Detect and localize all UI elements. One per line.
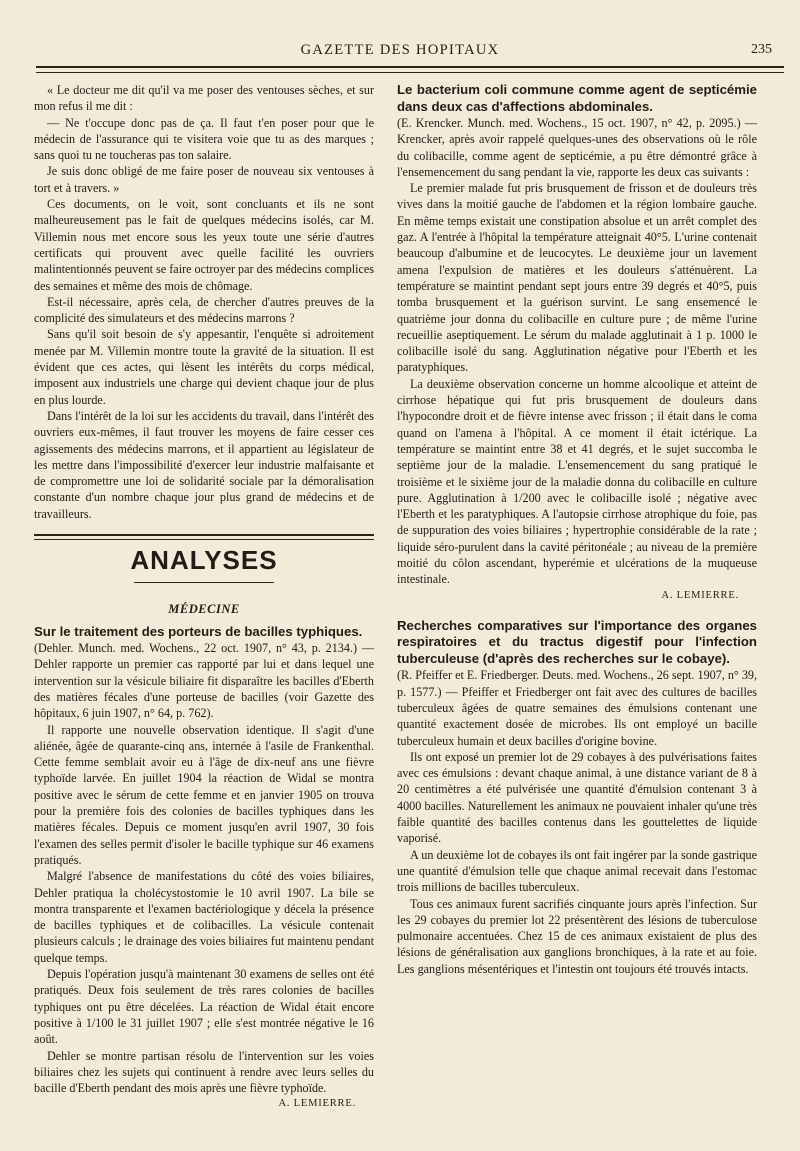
article-title: Sur le traitement des porteurs de bacilles typhiques. <box>34 623 363 639</box>
paragraph: « Le docteur me dit qu'il va me poser des ventouses sèches, et sur mon refus il me dit : <box>34 83 374 114</box>
paragraph: La deuxième observation concerne un homme alcoolique et atteint de cirrhose hépatique qui fut pris brusquement de douleurs dans l'hypocondre droit et de fièvre intense avec frisson ; il était dans le coma quand on l'amena à l'hôpital. A ce moment il était ictérique. La température se maintint entre 38 et 41 degrés, et le sujet succomba le septième jour de la maladie. L'ensemencement du sang pratiqué le troisième et le sixième jour de la maladie donna du colibacille en culture pure. Agglutination à 1/200 avec le colibacille isolé ; négative avec l'Eberth et les paratyphiques. A l'autopsie cirrhose atrophique du foie, pas de suppuration des voies biliaires ; hypertrophie considérable de la rate ; liquide séro-purulent dans la cavité péritonéale ; au niveau de la première moitié du côlon ascendant, hyperémie et ulcérations de la muqueuse intestinale. <box>397 376 757 587</box>
analyses-heading: ANALYSES <box>130 545 278 576</box>
paragraph: A un deuxième lot de cobayes ils ont fait ingérer par la sonde gastrique une quantité d'émulsion telle que chaque animal recevait dans l'estomac trois millions de bacilles tuberculeux. <box>397 847 757 895</box>
article-title: Le bacterium coli commune comme agent de septicémie dans deux cas d'affections abdominales. <box>397 82 757 114</box>
paragraph: Ces documents, on le voit, sont concluants et ils ne sont malheureusement pas le fait de quelques médecins isolés, car M. Villemin nous met encore sous les yeux toute une série d'autres certificats qui prouvent avec quelle facilité les ouvriers malintentionnés peuvent se faire octroyer par des médecins complices des semaines et même des mois de chômage. <box>34 197 374 293</box>
section-divider <box>34 534 374 536</box>
spacer <box>397 604 757 618</box>
article-signature: A. LEMIERRE. <box>278 1098 356 1110</box>
section-divider-thin <box>34 539 374 540</box>
header-rule-thin <box>36 72 784 73</box>
page-number: 235 <box>751 42 772 57</box>
article-title: Recherches comparatives sur l'importance des organes respiratoires et du tractus digestif pour l'infection tuberculeuse (d'après des recherches sur le cobaye). <box>397 617 757 666</box>
article-reference: (Dehler. Munch. med. Wochens., 22 oct. 1907, n° 43, p. 2134.) — Dehler rapporte un premier cas rapporté par lui et dans lequel une intervention sur la vésicule biliaire fit disparaître les bacilles d'Eberth des matières fécales d'une porteuse de bacilles (voir Gazette des hôpitaux, 6 juin 1907, n° 64, p. 762). <box>34 641 374 721</box>
paragraph: Malgré l'absence de manifestations du côté des voies biliaires, Dehler pratiqua la cholécystostomie le 10 avril 1907. La bile se montra transparente et l'examen bactériologique y décela la présence de bacilles typhiques et de colibacilles. La vésicule contenait plusieurs calculs ; le drainage des voies biliaires fut maintenu pendant quelque temps. <box>34 869 374 965</box>
article-reference: (E. Krencker. Munch. med. Wochens., 15 oct. 1907, n° 42, p. 2095.) — Krencker, après avoir rappelé quelques-unes des observations où le rôle du colibacille, comme agent de septicémie, a pu être démontré grâce à l'ensemencement du sang pendant la vie, rapporte les deux cas suivants : <box>397 116 757 179</box>
article-reference: (R. Pfeiffer et E. Friedberger. Deuts. med. Wochens., 26 sept. 1907, n° 39, p. 1577.) — Pfeiffer et Friedberger ont fait avec des cultures de bacilles tuberculeux âgées de quatre semaines des émulsions contenant une quantité exactement dosée de microbes. Ils ont employé un bacille tuberculeux humain et deux bacilles d'origine bovine. <box>397 668 757 748</box>
paragraph: Je suis donc obligé de me faire poser de nouveau six ventouses à tort et à travers. » <box>34 164 374 195</box>
journal-title: GAZETTE DES HOPITAUX <box>300 42 500 58</box>
paragraph: — Ne t'occupe donc pas de ça. Il faut t'en poser pour que le médecin de l'assurance qui te visitera voie que tu as des marques ; sans quoi tu ne toucheras pas ton salaire. <box>34 115 374 163</box>
paragraph: Tous ces animaux furent sacrifiés cinquante jours après l'infection. Sur les 29 cobayes du premier lot 22 présentèrent des lésions de tuberculose pulmonaire accentuées. Chez 15 de ces animaux existaient de plus des lésions de généralisation aux ganglions bronchiques, à la rate et au foie. Les ganglions mésentériques et l'intestin ont toujours été trouvés intacts. <box>397 896 757 976</box>
heading-rule <box>134 582 274 583</box>
paragraph: Il rapporte une nouvelle observation identique. Il s'agit d'une aliénée, âgée de quarante-cinq ans, internée à l'asile de Frankenthal. Cette femme semblait avoir eu à l'âge de dix-neuf ans une fièvre typhoïde larvée. En juillet 1904 la réaction de Widal se montra positive avec le sérum de cette femme et en janvier 1905 on trouva pour la première fois des colonies de bacilles typhiques dans les matières fécales. Depuis ce moment jusqu'en avril 1907, 30 fois l'examen des selles permit d'isoler le bacille typhique sur 46 examens pratiqués. <box>34 722 374 867</box>
left-column <box>34 82 374 1113</box>
paragraph: Sans qu'il soit besoin de s'y appesantir, l'enquête si adroitement menée par M. Villemin montre toute la gravité de la situation. Il est évident que ces actes, qui lèsent les intérêts du corps médical, imposent aux industriels une charge qui devient chaque jour de plus en plus lourde. <box>34 327 374 407</box>
page-header <box>22 42 778 64</box>
header-rule <box>36 66 784 68</box>
paragraph: Est-il nécessaire, après cela, de chercher d'autres preuves de la complicité des simulateurs et des médecins marrons ? <box>34 294 374 326</box>
paragraph: Dehler se montre partisan résolu de l'intervention sur les voies biliaires chez les sujets qui continuent à rendre avec leurs selles du bacille d'Eberth pendant des mois après une fièvre typhoïde. <box>34 1048 374 1096</box>
right-column <box>397 82 757 977</box>
article-signature: A. LEMIERRE. <box>661 589 739 601</box>
section-title: MÉDECINE <box>168 602 240 617</box>
paragraph: Ils ont exposé un premier lot de 29 cobayes à des pulvérisations faites avec ces émulsions : devant chaque animal, à une distance variant de 8 à 20 centimètres a été pulvérisée une quantité d'émulsion contenant 3 à 4000 bacilles. Naturellement les animaux ne pouvaient inhaler qu'une très faible quantité des bacilles contenus dans les gouttelettes de liquide vaporisé. <box>397 749 757 846</box>
paragraph: Dans l'intérêt de la loi sur les accidents du travail, dans l'intérêt des ouvriers eux-mêmes, il faut trouver les moyens de faire cesser ces agissements des médecins marrons, et il appartient au législateur de les mettre dans l'impossibilité d'exercer leur industrie malfaisante et de compromettre une loi de solidarité sociale par la démoralisation constante d'un nombre chaque jour plus grand de médecins et de travailleurs. <box>34 408 374 521</box>
paragraph: Depuis l'opération jusqu'à maintenant 30 examens de selles ont été pratiqués. Deux fois seulement de très rares colonies de bacilles typhiques ont pu être décelées. La réaction de Widal était encore positive à 1/100 le 31 juillet 1907 ; elle s'est montrée négative le 16 août. <box>34 967 374 1047</box>
paragraph: Le premier malade fut pris brusquement de frisson et de douleurs très vives dans la moitié gauche de l'abdomen et la région lombaire gauche. En même temps existait une constipation absolue et un arrêt complet des gaz. A l'entrée à l'hôpital la température atteignait 40°5. L'urine contenait beaucoup d'albumine et de leucocytes. Le deuxième jour un lavement amena l'expulsion de matières et les douleurs s'atténuèrent. La température se maintint pendant sept jours entre 39 degrés et 40°5, puis tomba brusquement et la guérison survint. Le sang ensemencé le quatrième jour donna du colibacille en culture pure ; de même l'urine recueillie aseptiquement. Le sérum du malade agglutinait à 1 p. 1000 le colibacille isolé du sang. Agglutination négative pour l'Eberth et les paratyphiques. <box>397 181 757 375</box>
